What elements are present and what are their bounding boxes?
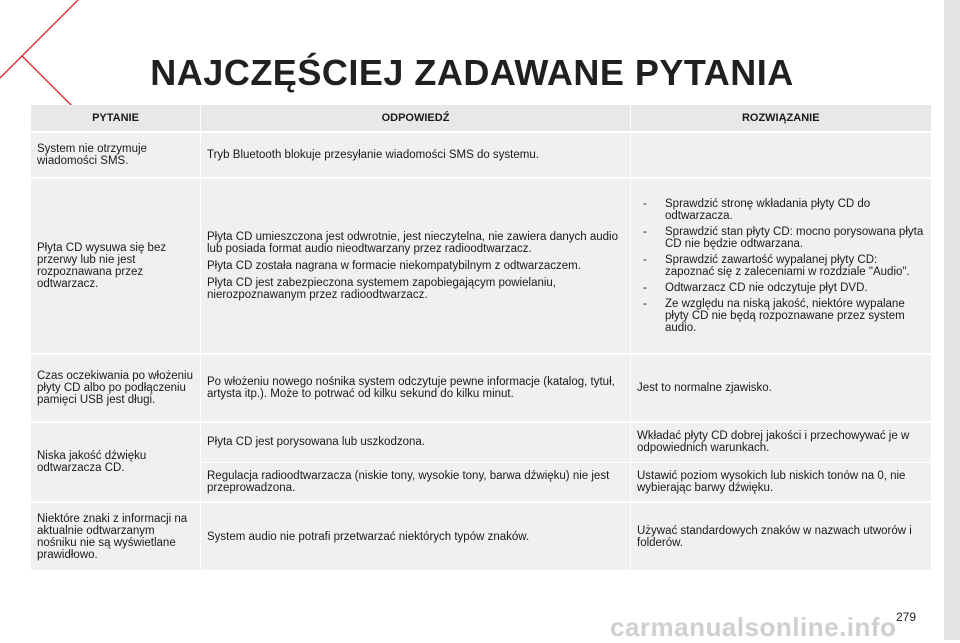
solution-cell: Używać standardowych znaków w nazwach utworów i folderów. [631, 502, 931, 570]
header-answer: ODPOWIEDŹ [201, 105, 631, 132]
solution-item: - Sprawdzić stan płyty CD: mocno porysowana płyta CD nie będzie odtwarzana. [637, 226, 925, 250]
question-cell: Niska jakość dźwięku odtwarzacza CD. [31, 422, 201, 502]
header-question: PYTANIE [31, 105, 201, 132]
solution-item: - Sprawdzić zawartość wypalanej płyty CD: zapoznać się z zaleceniami w rozdziale "Audio". [637, 254, 925, 278]
page-title: NAJCZĘŚCIEJ ZADAWANE PYTANIA [150, 52, 794, 93]
answer-cell: Regulacja radioodtwarzacza (niskie tony, wysokie tony, barwa dźwięku) nie jest przeprowadzona. [201, 462, 631, 502]
solution-cell [631, 178, 931, 354]
faq-table [30, 105, 931, 570]
table-row [31, 422, 931, 462]
answer-paragraph: Płyta CD umieszczona jest odwrotnie, jest nieczytelna, nie zawiera danych audio lub posiada format audio nieodtwarzany przez radioodtwarzacz. [207, 231, 619, 255]
page-number: 279 [896, 610, 917, 624]
answer-paragraph: Płyta CD została nagrana w formacie niekompatybilnym z odtwarzaczem. [207, 260, 581, 272]
question-cell: Płyta CD wysuwa się bez przerwy lub nie jest rozpoznawana przez odtwarzacz. [31, 178, 201, 354]
table-row [31, 132, 931, 178]
answer-cell [201, 178, 631, 354]
answer-cell: System audio nie potrafi przetwarzać niektórych typów znaków. [201, 502, 631, 570]
solution-cell: Wkładać płyty CD dobrej jakości i przechowywać je w odpowiednich warunkach. [631, 422, 931, 462]
solution-item: - Ze względu na niską jakość, niektóre wypalane płyty CD nie będą rozpoznawane przez system audio. [637, 298, 925, 334]
header-solution: ROZWIĄZANIE [631, 105, 931, 132]
question-cell: Czas oczekiwania po włożeniu płyty CD albo po podłączeniu pamięci USB jest długi. [31, 354, 201, 422]
table-row [31, 354, 931, 422]
solution-cell: Jest to normalne zjawisko. [631, 354, 931, 422]
question-cell: System nie otrzymuje wiadomości SMS. [31, 132, 201, 178]
solution-item: - Odtwarzacz CD nie odczytuje płyt DVD. [637, 282, 925, 294]
page-side-strip [944, 0, 960, 640]
table-row [31, 502, 931, 570]
answer-cell: Płyta CD jest porysowana lub uszkodzona. [201, 422, 631, 462]
solution-item: - Sprawdzić stronę wkładania płyty CD do odtwarzacza. [637, 198, 925, 222]
solution-cell: Ustawić poziom wysokich lub niskich tonów na 0, nie wybierając barwy dźwięku. [631, 462, 931, 502]
table-header-row [31, 105, 931, 132]
table-row [31, 178, 931, 354]
answer-cell: Tryb Bluetooth blokuje przesyłanie wiadomości SMS do systemu. [201, 132, 631, 178]
solution-cell [631, 132, 931, 178]
solution-list [637, 198, 925, 334]
answer-paragraph: Płyta CD jest zabezpieczona systemem zapobiegającym powielaniu, nierozpoznawanym przez radioodtwarzacz. [207, 277, 557, 301]
question-cell: Niektóre znaki z informacji na aktualnie odtwarzanym nośniku nie są wyświetlane prawidłowo. [31, 502, 201, 570]
watermark: carmanualsonline.info [610, 612, 897, 642]
answer-cell: Po włożeniu nowego nośnika system odczytuje pewne informacje (katalog, tytuł, artysta itp.). Może to potrwać od kilku sekund do kilku minut. [201, 354, 631, 422]
